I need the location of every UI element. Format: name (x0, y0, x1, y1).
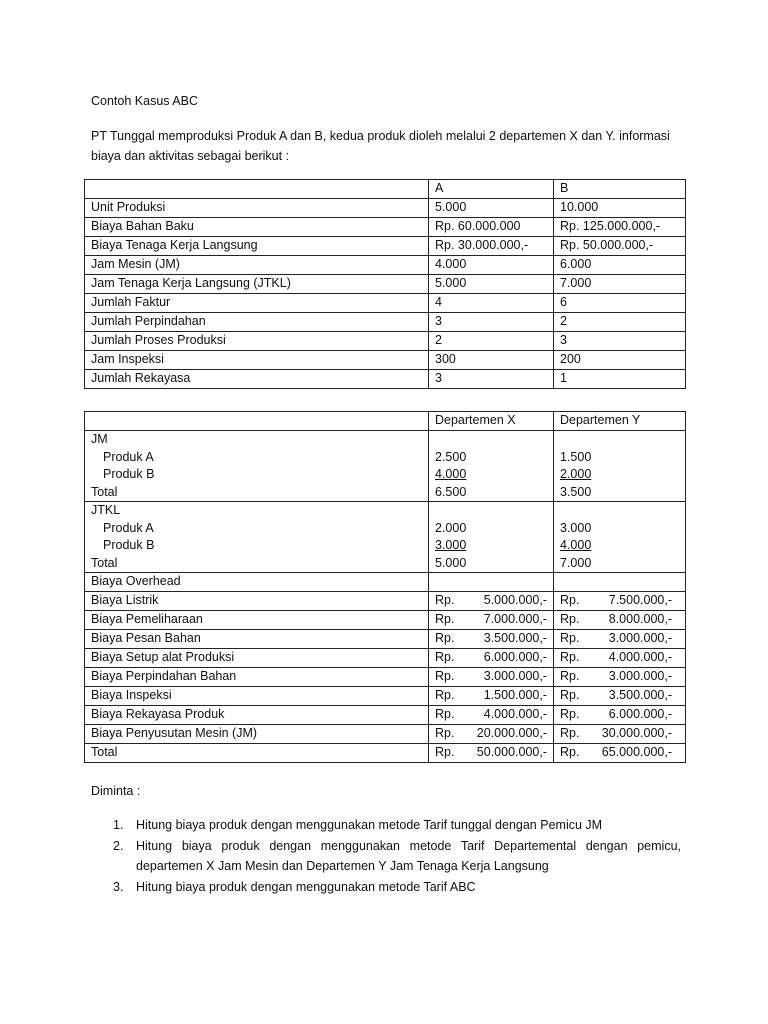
table-cell: Jam Inspeksi (85, 351, 429, 370)
amount-value: 5.000.000,- (483, 593, 547, 607)
table-cell (554, 687, 686, 706)
table-cell: Jumlah Rekayasa (85, 370, 429, 389)
currency-label: Rp. (560, 650, 580, 664)
table-row (85, 706, 686, 725)
table-cell: 4 (429, 294, 554, 313)
amount-value: 50.000.000,- (476, 745, 547, 759)
table-cell (554, 668, 686, 687)
table-cell: Rp. 60.000.000 (429, 218, 554, 237)
list-item (91, 836, 681, 876)
table-row (85, 218, 686, 237)
table-cell: 200 (554, 351, 686, 370)
table-row (85, 275, 686, 294)
table-cell (429, 592, 554, 611)
table-cell: 2.000 (435, 520, 467, 535)
currency-label: Rp. (435, 669, 455, 683)
table-header-row (85, 180, 686, 199)
table-cell: 5.000 (435, 555, 467, 570)
currency-label: Rp. (435, 650, 455, 664)
table-cell: Biaya Bahan Baku (85, 218, 429, 237)
currency-label: Rp. (435, 707, 455, 721)
jtkl-label: JTKL (91, 503, 121, 517)
currency-label: Rp. (435, 612, 455, 626)
table-row (85, 256, 686, 275)
table-cell: 5.000 (429, 199, 554, 218)
table-cell: Jumlah Faktur (85, 294, 429, 313)
intro-paragraph: PT Tunggal memproduksi Produk A dan B, kedua produk dioleh melalui 2 departemen X dan Y. informasi biaya dan aktivitas sebagai berikut : (91, 129, 670, 163)
currency-label: Rp. (435, 688, 455, 702)
table-cell: 2 (429, 332, 554, 351)
table-cell: 3.500 (560, 484, 592, 499)
jm-produk-b-label: Produk B (103, 467, 155, 481)
table-header-cell: A (429, 180, 554, 199)
jm-dept-x-values (429, 431, 554, 502)
table-cell: 2.500 (435, 449, 467, 464)
jm-total-label: Total (91, 484, 118, 499)
jtkl-dept-y-values (554, 502, 686, 573)
table-cell: 2.000 (560, 467, 592, 481)
table-cell (429, 630, 554, 649)
table-cell (429, 611, 554, 630)
jtkl-labels (85, 502, 429, 573)
requirements-list (91, 815, 681, 898)
table-cell: Biaya Inspeksi (85, 687, 429, 706)
list-text: Hitung biaya produk dengan menggunakan metode Tarif tunggal dengan Pemicu JM (136, 818, 603, 832)
amount-value: 8.000.000,- (608, 612, 672, 626)
table-cell (429, 744, 554, 763)
table-cell: 6.500 (435, 484, 467, 499)
table-row (85, 592, 686, 611)
table-cell: Jam Mesin (JM) (85, 256, 429, 275)
jtkl-total-label: Total (91, 555, 118, 570)
table-cell: Rp. 50.000.000,- (554, 237, 686, 256)
table-row (85, 351, 686, 370)
table-cell: Rp. 125.000.000,- (554, 218, 686, 237)
table-cell: 3.000 (560, 520, 592, 535)
table-cell: Unit Produksi (85, 199, 429, 218)
currency-label: Rp. (560, 669, 580, 683)
table-cell: 6 (554, 294, 686, 313)
table-cell: 4.000 (435, 467, 467, 481)
table-cell: 1 (554, 370, 686, 389)
table-cell: Biaya Perpindahan Bahan (85, 668, 429, 687)
list-item (91, 815, 681, 835)
table-cell: Biaya Listrik (85, 592, 429, 611)
currency-label: Rp. (560, 688, 580, 702)
diminta-label: Diminta : (91, 784, 141, 798)
amount-value: 3.500.000,- (608, 688, 672, 702)
table-row (85, 649, 686, 668)
table-cell: Biaya Penyusutan Mesin (JM) (85, 725, 429, 744)
amount-value: 4.000.000,- (483, 707, 547, 721)
list-number: 1. (113, 818, 124, 832)
table-cell: Jumlah Perpindahan (85, 313, 429, 332)
amount-value: 6.000.000,- (483, 650, 547, 664)
amount-value: 3.000.000,- (608, 631, 672, 645)
table-cell: Biaya Setup alat Produksi (85, 649, 429, 668)
amount-value: 1.500.000,- (483, 688, 547, 702)
table-row (85, 687, 686, 706)
table-cell: Rp. 30.000.000,- (429, 237, 554, 256)
table-header-cell (85, 412, 429, 431)
table-header-cell: Departemen Y (554, 412, 686, 431)
amount-value: 30.000.000,- (601, 726, 672, 740)
table-row (85, 725, 686, 744)
table-cell: 3.000 (435, 538, 467, 552)
table-row (85, 332, 686, 351)
table-cell (429, 649, 554, 668)
department-data-table (84, 411, 686, 763)
jm-group-row (85, 431, 686, 502)
amount-value: 3.500.000,- (483, 631, 547, 645)
table-cell (429, 573, 554, 592)
table-header-cell: Departemen X (429, 412, 554, 431)
table-cell: Biaya Pemeliharaan (85, 611, 429, 630)
table-cell (554, 744, 686, 763)
jtkl-produk-b-label: Produk B (103, 538, 155, 552)
jtkl-dept-x-values (429, 502, 554, 573)
jm-label: JM (91, 432, 108, 446)
currency-label: Rp. (435, 593, 455, 607)
table-cell (554, 611, 686, 630)
amount-value: 3.000.000,- (608, 669, 672, 683)
currency-label: Rp. (435, 745, 455, 759)
table-cell (429, 687, 554, 706)
amount-value: 65.000.000,- (601, 745, 672, 759)
jtkl-produk-a-label: Produk A (103, 520, 154, 535)
currency-label: Rp. (560, 612, 580, 626)
currency-label: Rp. (560, 707, 580, 721)
table-header-cell: B (554, 180, 686, 199)
table-cell (429, 725, 554, 744)
currency-label: Rp. (560, 631, 580, 645)
list-text: Hitung biaya produk dengan menggunakan metode Tarif Departemental dengan pemicu, departemen X Jam Mesin dan Departemen Y Jam Tenaga Kerja Langsung (136, 839, 681, 873)
table-cell (554, 630, 686, 649)
list-item (91, 877, 681, 897)
amount-value: 7.000.000,- (483, 612, 547, 626)
jm-dept-y-values (554, 431, 686, 502)
table-cell: Biaya Rekayasa Produk (85, 706, 429, 725)
table-cell (429, 668, 554, 687)
table-row (85, 630, 686, 649)
table-cell (554, 573, 686, 592)
document-title: Contoh Kasus ABC (91, 94, 199, 108)
table-row (85, 668, 686, 687)
list-number: 2. (113, 839, 124, 853)
jm-labels (85, 431, 429, 502)
product-data-table (84, 179, 686, 389)
table-cell (554, 649, 686, 668)
amount-value: 7.500.000,- (608, 593, 672, 607)
table-cell: Biaya Tenaga Kerja Langsung (85, 237, 429, 256)
table-row (85, 611, 686, 630)
table-cell: 7.000 (554, 275, 686, 294)
amount-value: 6.000.000,- (608, 707, 672, 721)
table-cell: 2 (554, 313, 686, 332)
table-cell (554, 592, 686, 611)
amount-value: 4.000.000,- (608, 650, 672, 664)
table-row (85, 199, 686, 218)
table-cell: 300 (429, 351, 554, 370)
table-cell (554, 725, 686, 744)
table-cell: Biaya Pesan Bahan (85, 630, 429, 649)
currency-label: Rp. (560, 745, 580, 759)
table-row (85, 313, 686, 332)
currency-label: Rp. (435, 631, 455, 645)
overhead-label: Biaya Overhead (85, 573, 429, 592)
table-cell: 7.000 (560, 555, 592, 570)
table-cell: 3 (429, 370, 554, 389)
currency-label: Rp. (560, 726, 580, 740)
jtkl-group-row (85, 502, 686, 573)
currency-label: Rp. (560, 593, 580, 607)
list-text: Hitung biaya produk dengan menggunakan metode Tarif ABC (136, 880, 476, 894)
table-cell (554, 706, 686, 725)
table-row (85, 237, 686, 256)
jm-produk-a-label: Produk A (103, 449, 154, 464)
table-cell: 10.000 (554, 199, 686, 218)
overhead-header-row (85, 573, 686, 592)
amount-value: 20.000.000,- (476, 726, 547, 740)
table-cell (429, 706, 554, 725)
table-cell: 6.000 (554, 256, 686, 275)
list-number: 3. (113, 880, 124, 894)
currency-label: Rp. (435, 726, 455, 740)
table-row (85, 744, 686, 763)
table-cell: 1.500 (560, 449, 592, 464)
table-cell: 5.000 (429, 275, 554, 294)
table-cell: Total (85, 744, 429, 763)
table-cell: Jumlah Proses Produksi (85, 332, 429, 351)
table-header-cell (85, 180, 429, 199)
table-cell: 3 (429, 313, 554, 332)
amount-value: 3.000.000,- (483, 669, 547, 683)
table-row (85, 294, 686, 313)
table-cell: 4.000 (429, 256, 554, 275)
table-cell: Jam Tenaga Kerja Langsung (JTKL) (85, 275, 429, 294)
table-cell: 4.000 (560, 538, 592, 552)
table-row (85, 370, 686, 389)
table-cell: 3 (554, 332, 686, 351)
table-header-row (85, 412, 686, 431)
